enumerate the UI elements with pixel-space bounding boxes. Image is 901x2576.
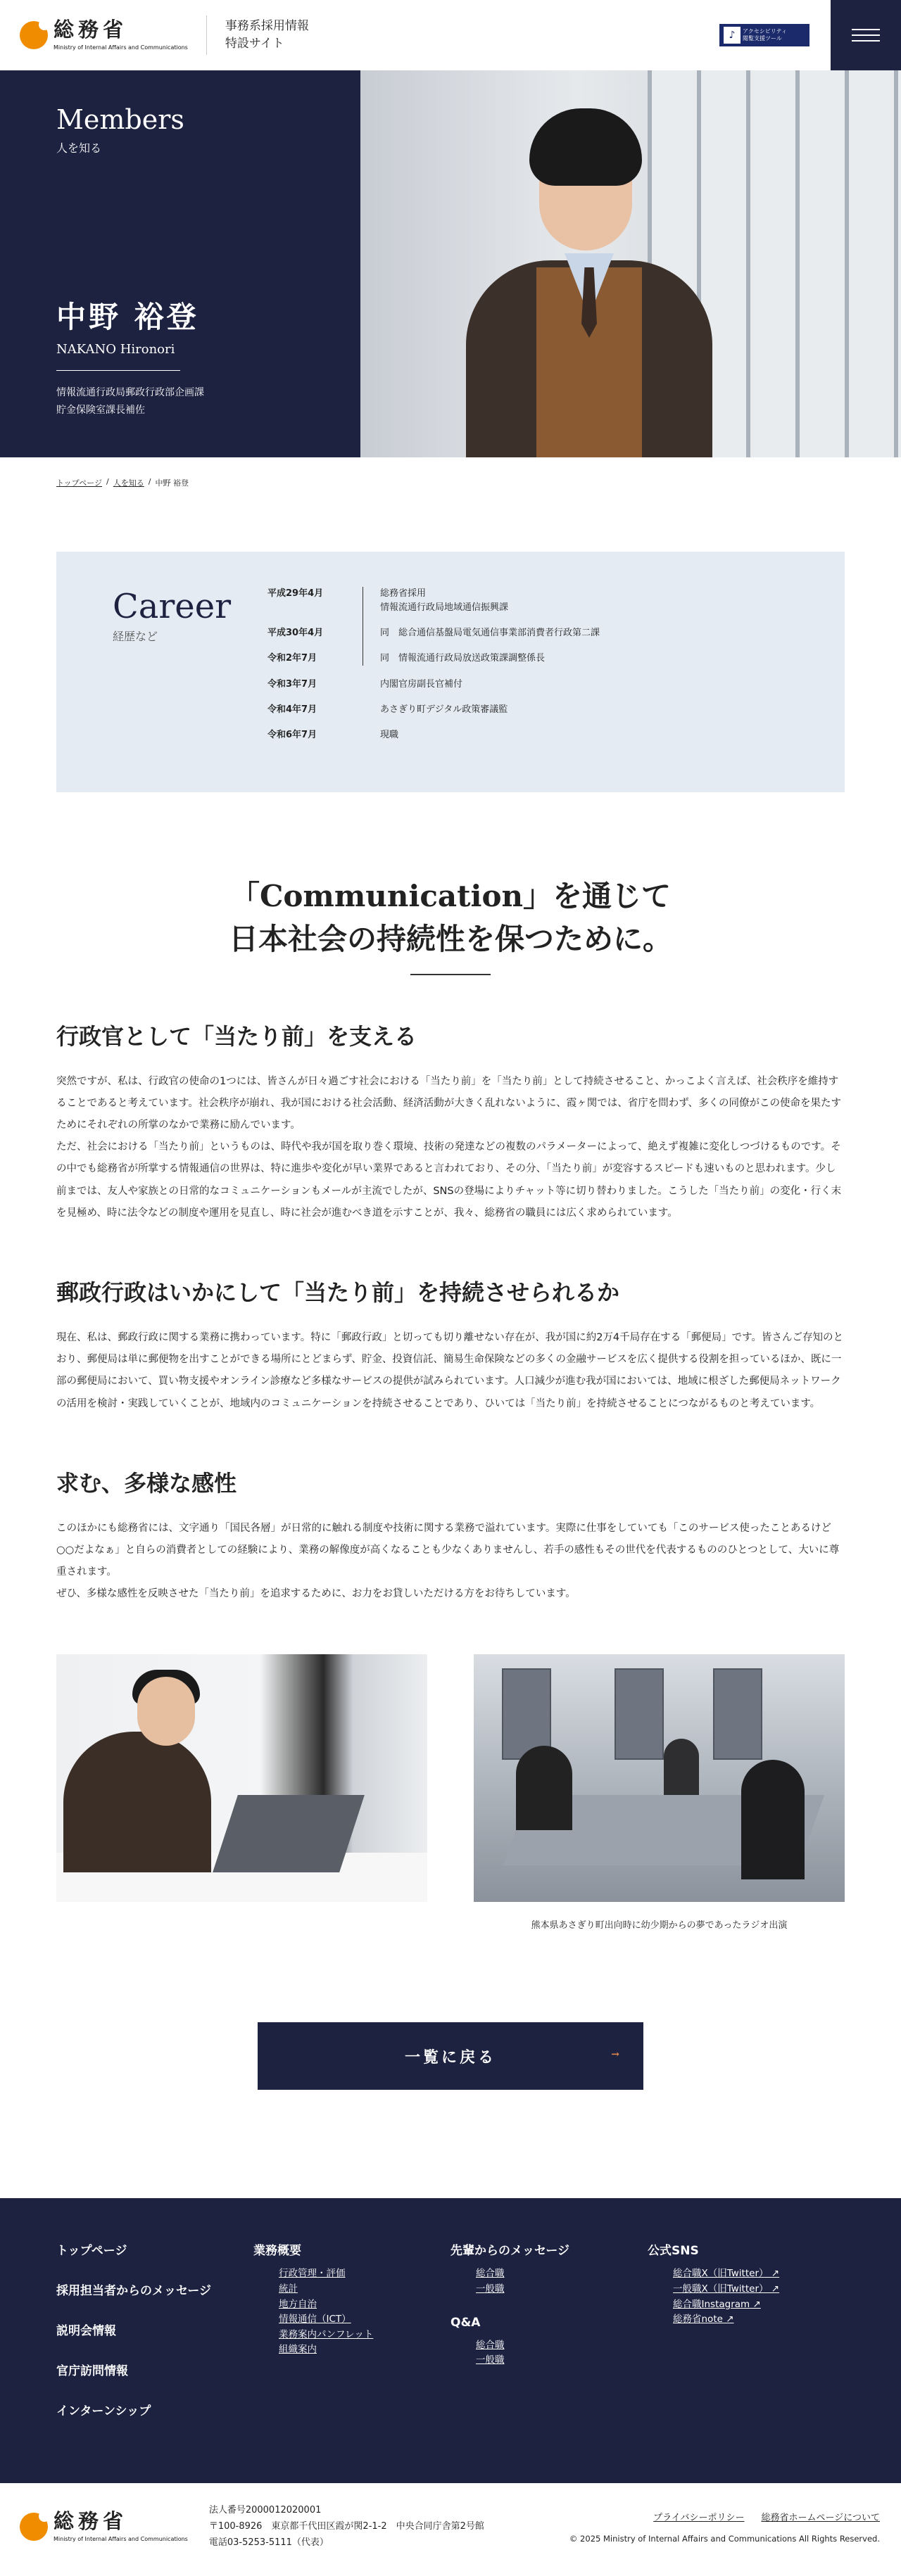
footer-mic-logo-link[interactable] [20,2506,188,2548]
breadcrumb-separator: / [148,477,151,486]
article-lead-line-1: 「Communication」を通じて [229,879,672,913]
logo-jp: 総務省 [53,2509,128,2534]
career-description: 同 情報流通行政局放送政策課調整係長 [380,653,546,664]
career-item [267,652,760,666]
footer-legal-links [653,2510,880,2523]
breadcrumb [0,457,901,508]
photo-caption: 熊本県あさぎり町出向時に幼少期からの夢であったラジオ出演 [531,1920,788,1931]
footer-sns-link[interactable]: 総合職Instagram ↗ [673,2297,845,2313]
paragraph-text: ただ、社会における「当たり前」というものは、時代や我が国を取り巻く環境、技術の発達などの複数のパラメーターによって、絶えず複雑に変化しつづけるものです。その中でも総務省が所掌する情報通信の世界は、特に進歩や変化が早い業界であると言われており、その分、「当たり前」が変容するスピードも速いものと思われます。少し前までは、友人や家族との日常的なコミュニケーションもメールが主流でしたが、SNSの登場によりチャット等に切り替わりました。こうした「当たり前」の変化・行く末を見極め、時に法令などの制度や運用を見直し、時に社会が進むべき道を示すことが、我々、総務省の職員には広く求められています。 [56,1141,842,1219]
career-date: 令和2年7月 [267,653,317,664]
career-item [267,587,760,615]
office-laptop-photo [56,1654,427,1902]
portrait-hair [529,108,642,186]
member-role [56,384,204,419]
career-item [267,626,760,640]
career-description: 現職 [380,729,399,740]
photo-equipment-rack [615,1668,664,1760]
back-button-wrap [0,2022,901,2090]
section-heading: 求む、多様な感性 [56,1469,237,1497]
breadcrumb-members[interactable]: 人を知る [113,478,144,488]
member-portrait-photo [360,70,901,457]
footer-sublink[interactable]: 組織案内 [279,2344,317,2356]
member-role-line-1: 情報流通行政局郵政行政部企画課 [56,387,204,398]
breadcrumb-home[interactable]: トップページ [56,478,103,488]
career-description: 内閣官房副長官補付 [380,678,463,690]
site-title-line-1: 事務系採用情報 [225,18,309,33]
mic-logo-icon [20,21,48,49]
footer-sublink[interactable]: 地方自治 [279,2298,317,2310]
career-desc-line: 情報流通行政局地域通信振興課 [380,602,509,614]
footer-sns-link[interactable]: 総務省note ↗ [673,2312,845,2328]
career-item [267,703,760,717]
accessibility-tool-button[interactable] [719,24,809,46]
accessibility-label-1: アクセシビリティ [743,28,787,35]
radio-studio-photo [474,1654,845,1902]
photo-captions [0,1902,901,1931]
logo-jp: 総務省 [53,18,128,42]
hamburger-icon-line [852,34,880,36]
phone-number: 電話03-5253-5111（代表） [208,2537,329,2548]
footer-sublink[interactable]: 業務案内パンフレット [279,2328,374,2340]
career-date: 令和4年7月 [267,704,317,715]
accessibility-label-2: 閲覧支援ツール [743,35,782,42]
speaker-icon: ♪ [724,27,741,44]
footer-heading-qa[interactable]: Q&A [450,2315,481,2330]
career-section [56,552,845,792]
career-date: 平成30年4月 [267,628,324,639]
photo-caption-empty [56,1917,427,1931]
hamburger-icon [852,29,880,30]
section-title-en: Members [56,104,184,135]
site-title-line-2: 特設サイト [225,37,284,51]
site-header [0,0,901,70]
footer-sublink[interactable]: 統計 [279,2283,298,2295]
footer-link-recruiter-message[interactable]: 採用担当者からのメッセージ [56,2284,211,2299]
photo-equipment-rack [713,1668,762,1760]
career-date: 平成29年4月 [267,588,324,599]
paragraph-text: 突然ですが、私は、行政官の使命の1つには、皆さんが日々過ごす社会における「当たり前」を「当たり前」として持続させること、かっこよく言えば、社会秩序を維持することであると考えています。社会秩序が崩れ、我が国における社会活動、経済活動が大きく乱れないように、霞ヶ関では、省庁を問わず、多くの同僚がこの使命を果たすためにそれぞれの所掌のなかで業務に励んでいます。 [56,1075,842,1131]
footer-column-main [56,2240,253,2483]
footer-heading-senior[interactable]: 先輩からのメッセージ [450,2244,569,2259]
section-paragraph [56,1518,845,1606]
paragraph-text: ぜひ、多様な感性を反映させた「当たり前」を追求するために、お力をお貸しいただける方をお待ちしています。 [56,1588,576,1600]
career-description [380,587,760,615]
career-desc-line: 総務省採用 [380,588,427,599]
footer-column-sns [648,2240,845,2483]
section-paragraph [56,1071,845,1224]
logo-text [53,2511,188,2542]
photo-person [516,1746,572,1830]
article-photos [0,1654,901,1902]
footer-heading-sns: 公式SNS [648,2244,699,2259]
logo-en: Ministry of Internal Affairs and Communications [53,2536,188,2543]
paragraph-text: このほかにも総務省には、文字通り「国民各層」が日常的に触れる制度や技術に関する業務で溢れています。実際に仕事をしていても「このサービス使ったことあるけど○○だよなぁ」と自らの消費者としての経験により、業務の解像度が高くなることも少なくありませんし、若手の感性もその世代を代表するもののひとつとして、大いに尊重されます。 [56,1522,840,1578]
privacy-policy-link[interactable]: プライバシーポリシー [653,2513,745,2524]
photo-person-face [137,1677,195,1746]
mic-logo-icon [20,2513,48,2541]
back-button-label: 一覧に戻る [404,2048,496,2067]
career-item [267,678,760,692]
mic-homepage-link[interactable]: 総務省ホームページについて [761,2513,880,2524]
article-lead [56,875,845,961]
breadcrumb-current: 中野 裕登 [155,478,189,488]
footer-address [209,2503,484,2551]
footer-link-top[interactable]: トップページ [56,2244,127,2259]
accessibility-label [743,28,787,42]
footer-heading-business[interactable]: 業務概要 [253,2244,301,2259]
career-title-jp: 経歴など [113,630,158,643]
hero-divider [56,370,180,371]
logo-en: Ministry of Internal Affairs and Communications [53,44,188,51]
postal-address: 〒100-8926 東京都千代田区霞が関2-1-2 中央合同庁舎第2号館 [208,2520,484,2532]
footer-navigation [0,2198,901,2483]
career-title-en: Career [113,587,232,626]
career-date: 令和6年7月 [267,729,317,740]
photo-person-body [63,1732,211,1872]
lead-divider [410,974,491,975]
arrow-right-icon: → [611,2049,622,2061]
footer-link-briefing[interactable]: 説明会情報 [56,2324,116,2339]
footer-sublink[interactable]: 一般職 [476,2354,505,2366]
portrait-figure [452,99,719,457]
breadcrumb-separator: / [106,477,109,486]
career-description: あさぎり町デジタル政策審議監 [380,704,508,715]
footer-sns-link[interactable]: 総合職X（旧Twitter） ↗ [673,2266,845,2282]
footer-link-internship[interactable]: インターンシップ [56,2404,151,2419]
hamburger-icon-line [852,40,880,42]
photo-person [664,1739,699,1795]
section-heading: 行政官として「当たり前」を支える [56,1022,417,1050]
footer-sublink[interactable]: 情報通信（ICT） [279,2314,351,2326]
logo-text [53,20,188,51]
member-hero [0,70,901,457]
footer-column-business [253,2240,450,2483]
back-to-list-button[interactable] [258,2022,643,2090]
member-role-line-2: 貯金保険室課長補佐 [56,405,145,417]
footer-sublink[interactable]: 総合職 [476,2268,505,2280]
header-divider [206,15,207,55]
career-date: 令和3年7月 [267,678,317,690]
site-title-link[interactable] [225,18,309,53]
footer-sublink[interactable]: 総合職 [476,2339,505,2351]
photo-laptop [213,1795,365,1872]
footer-group-qa [450,2316,648,2368]
career-item [267,728,760,742]
hero-text-panel [0,70,360,457]
section-heading: 郵政行政はいかにして「当たり前」を持続させられるか [56,1279,620,1306]
member-name-en: NAKANO Hironori [56,342,175,357]
footer-sublink[interactable]: 行政管理・評価 [279,2268,346,2280]
section-title-jp: 人を知る [56,141,102,155]
photo-person [741,1760,805,1879]
member-name-jp: 中野 裕登 [56,300,199,334]
section-paragraph: 現在、私は、郵政行政に関する業務に携わっています。特に「郵政行政」と切っても切り離せない存在が、我が国に約2万4千局存在する「郵便局」です。皆さんご存知のとおり、郵便局は単に郵便物を出すことができる場所にとどまらず、貯金、投資信託、簡易生命保険などの多くの金融サービスを広く提供する役割を担っているほか、既に一部の郵便局において、買い物支援やオンライン診療など多様なサービスの提供が試みられています。人口減少が進む我が国においては、地域に根ざした郵便局ネットワークの活用を検討・実践していくことが、地域内のコミュニケーションを持続させることであり、ひいては「当たり前」を持続させることにつながるものと考えています。 [56,1331,843,1409]
footer-bottom [0,2483,901,2570]
corp-number: 法人番号2000012020001 [208,2505,322,2516]
career-heading [56,587,267,757]
footer-group-senior [450,2240,648,2297]
career-timeline [267,587,760,757]
career-description: 同 総合通信基盤局電気通信事業部消費者行政第二課 [380,628,600,639]
footer-sublink[interactable]: 一般職 [476,2283,505,2295]
footer-link-visit[interactable]: 官庁訪問情報 [56,2364,128,2379]
article-lead-line-2: 日本社会の持続性を保つために。 [228,921,672,956]
mic-logo-link[interactable] [20,14,188,56]
copyright: © 2025 Ministry of Internal Affairs and Communications All Rights Reserved. [569,2534,880,2544]
menu-button[interactable] [831,0,901,70]
footer-sns-link[interactable]: 一般職X（旧Twitter） ↗ [673,2282,845,2297]
footer-column-messages [450,2240,648,2483]
interview-article [0,875,901,1605]
